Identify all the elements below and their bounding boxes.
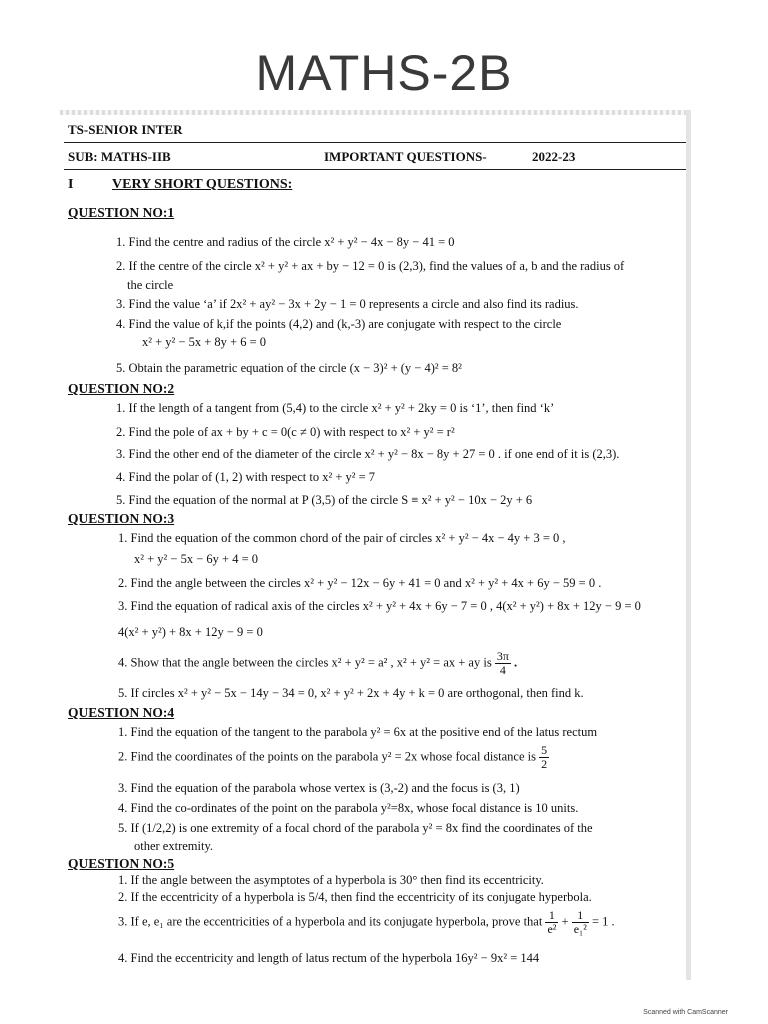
q1-item-4-cont: x² + y² − 5x + 8y + 6 = 0	[142, 335, 266, 349]
q2-item-5: 5. Find the equation of the normal at P (3,5) of the circle S ≡ x² + y² − 10x − 2y + 6	[116, 493, 533, 507]
q5-item-2: 2. If the eccentricity of a hyperbola is 5/4, then find the eccentricity of its conjugate hyperbola.	[118, 890, 592, 904]
q1-item-2-cont: the circle	[127, 278, 174, 292]
q3-item-2: 2. Find the angle between the circles x² + y² − 12x − 6y + 41 = 0 and x² + y² + 4x + 6y − 59 = 0 .	[118, 576, 602, 590]
fraction-denominator: 2	[541, 757, 548, 771]
fraction-numerator: 1	[572, 909, 589, 923]
q2-item-1: 1. If the length of a tangent from (5,4) to the circle x² + y² + 2ky = 0 is ‘1’, then find ‘k’	[116, 401, 555, 415]
q4-item-3: 3. Find the equation of the parabola whose vertex is (3,-2) and the focus is (3, 1)	[118, 781, 520, 795]
q3-item-5: 5. If circles x² + y² − 5x − 14y − 34 = 0, x² + y² + 2x + 4y + k = 0 are orthogonal, then find k.	[118, 686, 584, 700]
scanner-watermark: Scanned with CamScanner	[643, 1009, 728, 1016]
q2-item-3: 3. Find the other end of the diameter of the circle x² + y² − 8x − 8y + 27 = 0 . if one end of it is (2,3).	[116, 447, 620, 461]
q3-item-1: 1. Find the equation of the common chord of the pair of circles x² + y² − 4x − 4y + 3 = 0 ,	[118, 531, 566, 545]
year-label: 2022-23	[532, 149, 576, 164]
q4-item-1: 1. Find the equation of the tangent to the parabola y² = 6x at the positive end of the latus rectum	[118, 725, 598, 739]
fraction-denominator: e²	[547, 922, 557, 936]
q4-item-5: 5. If (1/2,2) is one extremity of a focal chord of the parabola y² = 8x find the coordinates of the	[118, 821, 593, 835]
q1-item-4: 4. Find the value of k,if the points (4,2) and (k,-3) are conjugate with respect to the circle	[116, 317, 562, 331]
important-label: IMPORTANT QUESTIONS-	[324, 149, 487, 164]
q1-item-1: 1. Find the centre and radius of the circle x² + y² − 4x − 8y − 41 = 0	[116, 235, 455, 249]
question-1-heading: QUESTION NO:1	[68, 205, 175, 220]
fraction-five-over-two	[539, 744, 549, 771]
q3-item-1-cont: x² + y² − 5x − 6y + 4 = 0	[134, 552, 258, 566]
fraction-numerator: 1	[545, 909, 558, 923]
header-rule-top	[64, 142, 686, 143]
fraction-denominator: 4	[499, 663, 506, 677]
q1-item-5: 5. Obtain the parametric equation of the circle (x − 3)² + (y − 4)² = 8²	[116, 361, 462, 375]
q3-item-4-text: 4. Show that the angle between the circles x² + y² = a² , x² + y² = ax + ay is	[118, 655, 492, 670]
fraction-numerator: 3π	[496, 649, 509, 663]
q4-item-2	[118, 744, 549, 771]
q1-item-2: 2. If the centre of the circle x² + y² + ax + by − 12 = 0 is (2,3), find the values of a, b and the radius of	[116, 259, 625, 273]
board-label: TS-SENIOR INTER	[68, 122, 183, 137]
question-4-heading: QUESTION NO:4	[68, 705, 175, 720]
header-rule-bottom	[64, 169, 686, 170]
section-number: I	[68, 177, 74, 192]
q4-item-2-text: 2. Find the coordinates of the points on the parabola y² = 2x whose focal distance is	[118, 749, 536, 764]
fraction-denominator: e₁²	[573, 922, 587, 936]
question-3-heading: QUESTION NO:3	[68, 511, 175, 526]
q3-item-3: 3. Find the equation of radical axis of the circles x² + y² + 4x + 6y − 7 = 0 , 4(x² + y²) + 8x + 12y − 9 = 0	[118, 599, 641, 613]
section-title: VERY SHORT QUESTIONS:	[112, 177, 293, 192]
q5-item-1: 1. If the angle between the asymptotes of a hyperbola is 30° then find its eccentricity.	[118, 873, 544, 887]
fraction-one-over-e1-squared	[572, 909, 589, 936]
plus-sign: +	[561, 914, 569, 929]
q4-item-4: 4. Find the co-ordinates of the point on the parabola y²=8x, whose focal distance is 10 units.	[118, 801, 579, 815]
q4-item-5-cont: other extremity.	[134, 839, 214, 853]
q2-item-2: 2. Find the pole of ax + by + c = 0(c ≠ 0) with respect to x² + y² = r²	[116, 425, 455, 439]
page-title: MATHS-2B	[255, 45, 513, 101]
q2-item-4: 4. Find the polar of (1, 2) with respect to x² + y² = 7	[116, 470, 376, 484]
q5-item-3-text: 3. If e, e₁ are the eccentricities of a hyperbola and its conjugate hyperbola, prove that	[118, 914, 543, 929]
q1-item-3: 3. Find the value ‘a’ if 2x² + ay² − 3x + 2y − 1 = 0 represents a circle and also find its radius.	[116, 297, 579, 311]
q3-item-3-cont: 4(x² + y²) + 8x + 12y − 9 = 0	[118, 625, 263, 639]
fraction-one-over-e-squared	[545, 909, 558, 936]
fraction-numerator: 5	[541, 743, 548, 757]
question-2-heading: QUESTION NO:2	[68, 381, 175, 396]
q3-item-4-end: .	[514, 655, 518, 670]
q5-item-3-end: = 1 .	[591, 914, 615, 929]
q3-item-4	[118, 650, 517, 677]
question-5-heading: QUESTION NO:5	[68, 856, 175, 871]
q5-item-3	[118, 909, 615, 936]
fraction-three-pi-over-four	[495, 650, 511, 677]
subject-label: SUB: MATHS-IIB	[68, 149, 171, 164]
q5-item-4: 4. Find the eccentricity and length of latus rectum of the hyperbola 16y² − 9x² = 144	[118, 951, 540, 965]
